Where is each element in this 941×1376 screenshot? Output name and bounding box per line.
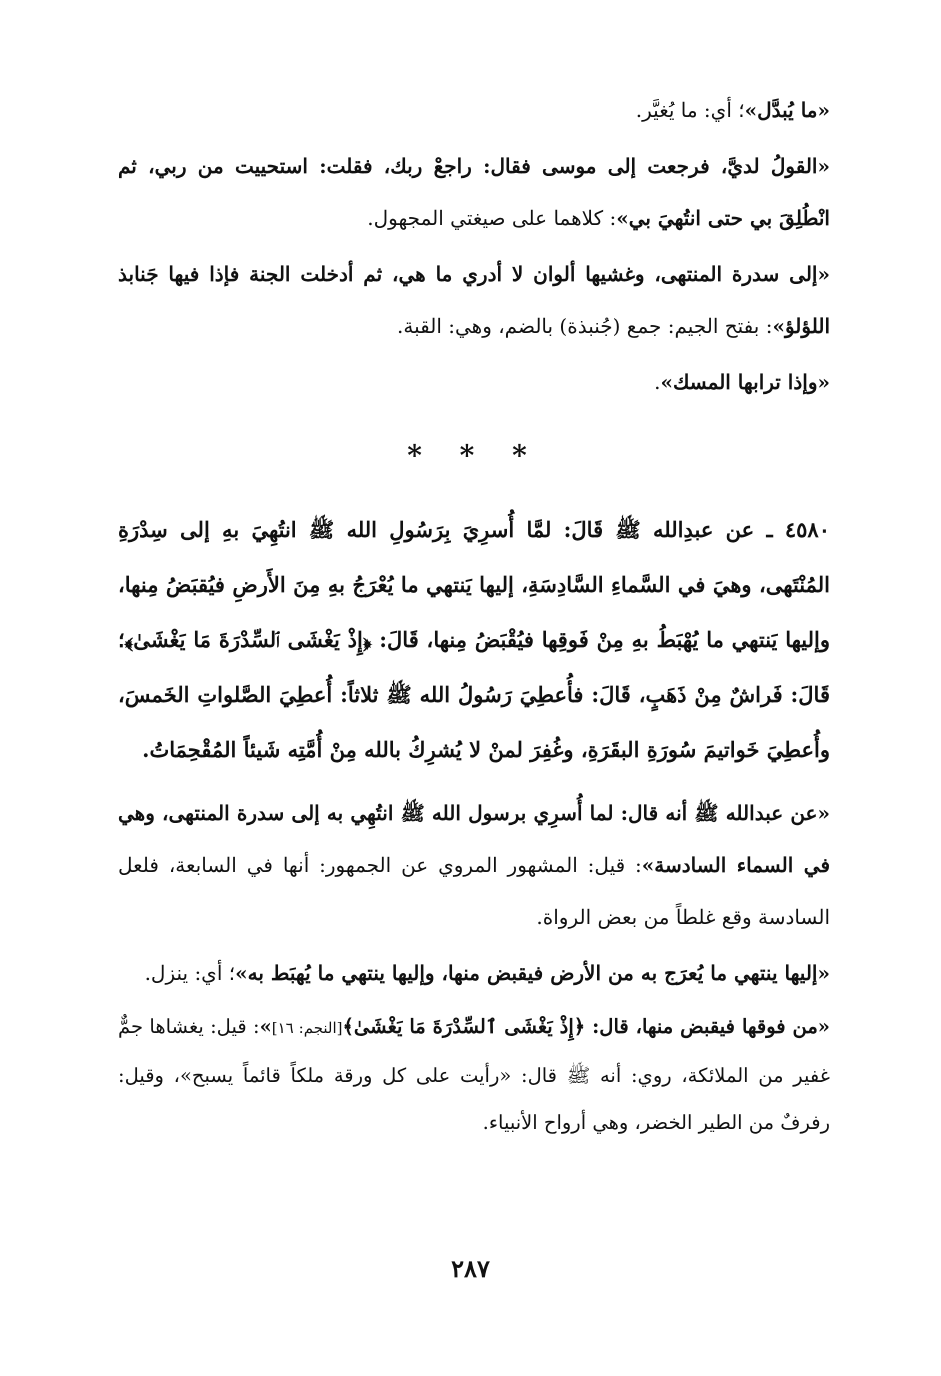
commentary-paragraph bbox=[118, 1003, 830, 1146]
commentary-paragraph bbox=[118, 248, 830, 352]
explanation-text: : كلاهما على صيغتي المجهول. bbox=[367, 206, 617, 230]
page-body bbox=[118, 84, 830, 1146]
page-number: ٢٨٧ bbox=[451, 1254, 490, 1283]
quoted-phrase: «من فوقها فيقبض منها، قال: ﴿إِذْ يَغْشَى ٱلسِّدْرَةَ مَا يَغْشَىٰ﴾ bbox=[342, 1015, 830, 1038]
quoted-phrase: «وإذا ترابها المسك» bbox=[660, 370, 830, 394]
commentary-paragraph bbox=[118, 947, 830, 999]
commentary-paragraph bbox=[118, 787, 830, 943]
explanation-text: : قيل: يغشاها جمٌّ غفير من الملائكة، روي: أنه ﷺ قال: «رأيت على كل ورقة ملكاً قائماً يسبح»، وقيل: رفرفٌ من الطير الخضر، وهي أرواح الأنبياء. bbox=[118, 1015, 830, 1134]
explanation-text: : قيل: المشهور المروي عن الجمهور: أنها في السابعة، فلعل السادسة وقع غلطاً من بعض الرواة. bbox=[118, 853, 830, 929]
explanation-text: ؛ أي: ما يُغيَّر. bbox=[635, 98, 745, 122]
quote-close: » bbox=[259, 1015, 272, 1038]
commentary-paragraph bbox=[118, 140, 830, 244]
explanation-text: : بفتح الجيم: جمع (جُنبذة) بالضم، وهي: القبة. bbox=[397, 314, 773, 338]
commentary-paragraph bbox=[118, 84, 830, 136]
explanation-text: ؛ أي: ينزل. bbox=[144, 961, 236, 985]
section-separator: * * * bbox=[407, 439, 541, 472]
quoted-phrase: «إليها ينتهي ما يُعرَج به من الأرض فيقبض منها، وإليها ينتهي ما يُهبَط به» bbox=[235, 961, 830, 985]
hadith-text: ٤٥٨٠ ـ عن عبدِالله ﷺ قَالَ: لمَّا أُسرِيَ بِرَسُولِ الله ﷺ انتُهِيَ بهِ إلى سِدْرَةِ المُنْتَهى، وهيَ في السَّماءِ السَّادِسَةِ، إليها يَنتهي ما يُعْرَجُ بهِ مِنَ الأَرضِ فيُقبَضُ مِنها، وإليها يَنتهي ما يُهْبَطُ بهِ مِنْ فَوقِها فيُقْبَضُ مِنها، قَالَ: ﴿إِذْ يَغْشَى ٱلسِّدْرَةَ مَا يَغْشَىٰ﴾؛ قَالَ: فَراشٌ مِنْ ذَهَبٍ، قَالَ: فأُعطِيَ رَسُولُ الله ﷺ ثلاثاً: أُعطِيَ الصَّلواتِ الخَمسَ، وأُعطِيَ خَواتيمَ سُورَةِ البقَرَةِ، وغُفِرَ لمنْ لا يُشرِكُ بالله مِنْ أُمَّتِه شَيئاً المُقْحِمَاتُ. bbox=[118, 517, 830, 762]
quoted-phrase: «إلى سدرة المنتهى، وغشيها ألوان لا أدري ما هي، ثم أدخلت الجنة فإذا فيها جَنابذ اللؤلؤ» bbox=[118, 262, 830, 338]
quoted-phrase: «عن عبدالله ﷺ أنه قال: لما أُسرِي برسول الله ﷺ انتُهِي به إلى سدرة المنتهى، وهي في السماء السادسة» bbox=[118, 801, 830, 877]
quoted-phrase: «القولُ لديَّ، فرجعت إلى موسى فقال: راجعْ ربك، فقلت: استحييت من ربي، ثم انْطُلِقَ بي حتى انتُهيَ بي» bbox=[118, 154, 830, 230]
quran-reference: [النجم: ١٦] bbox=[271, 1019, 343, 1037]
quoted-phrase: «ما يُبدَّل» bbox=[744, 98, 830, 122]
explanation-text: . bbox=[654, 370, 661, 394]
commentary-paragraph bbox=[118, 356, 830, 408]
